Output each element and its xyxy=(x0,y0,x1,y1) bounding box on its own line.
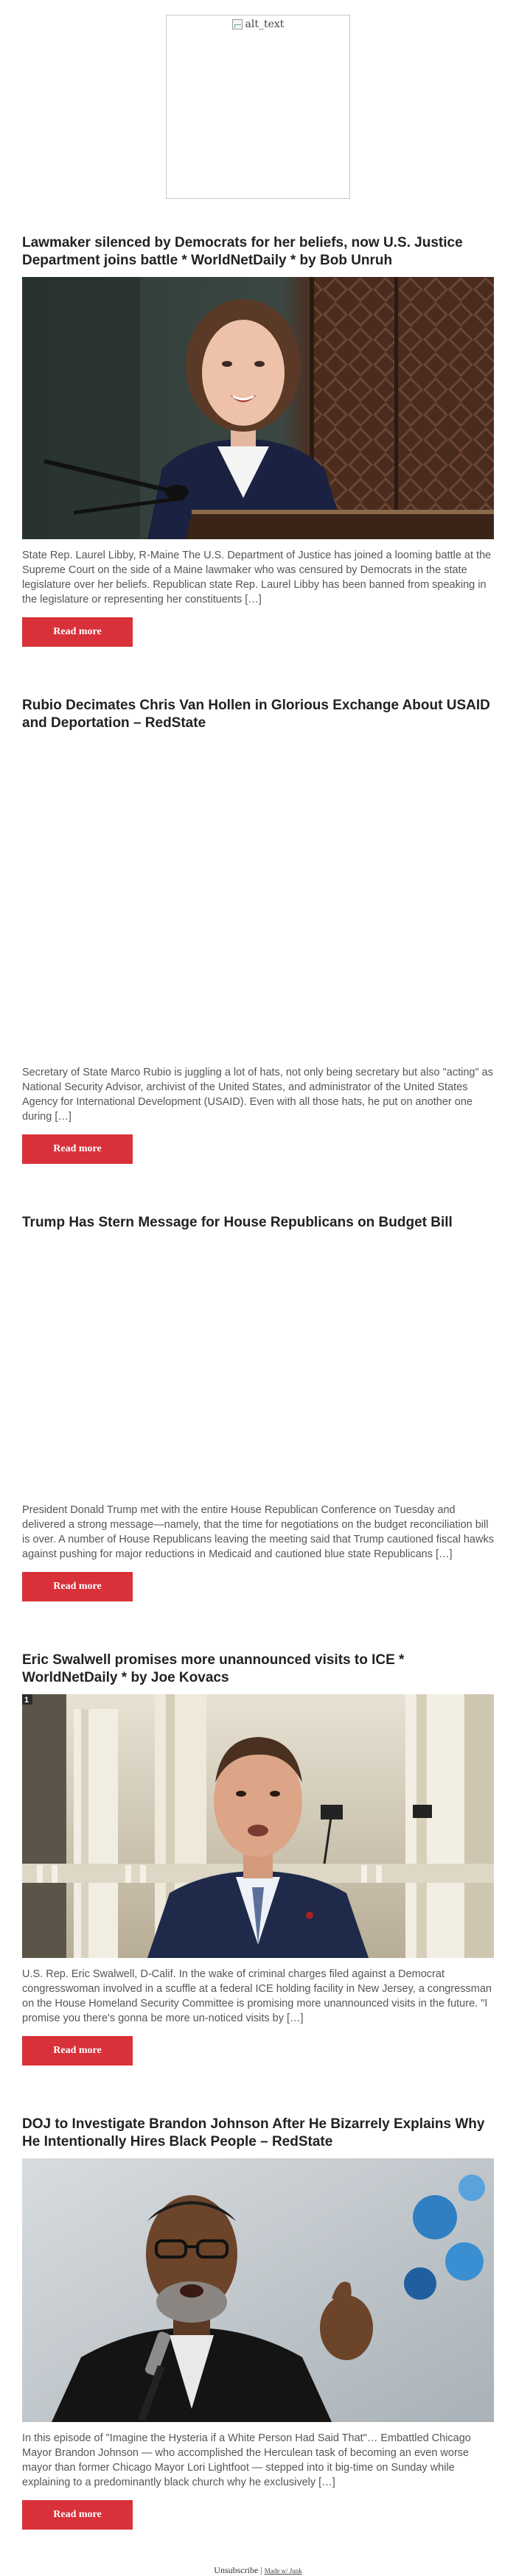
logo-alt-text: alt_text xyxy=(245,18,285,30)
article-excerpt: Secretary of State Marco Rubio is juggling a lot of hats, not only being secretary but also "acting" as National Security Advisor, archivist of the United States, and administrator of the United States Agency for International Development (USAID). Even with all those hats, he put on another one during […] xyxy=(22,1067,493,1123)
article-excerpt: President Donald Trump met with the entire House Republican Conference on Tuesday and delivered a strong message—namely, that the time for negotiations on the budget reconciliation bill is over. A number of House Republicans leaving the meeting said that Trump cautioned fiscal hawks against pushing for major reductions in Medicaid and cautioned blue state Republicans […] xyxy=(22,1504,494,1560)
unsubscribe-link[interactable]: Unsubscribe xyxy=(214,2565,259,2575)
article-title[interactable]: Rubio Decimates Chris Van Hollen in Glorious Exchange About USAID and Deportation – RedState xyxy=(22,698,490,731)
article-1 xyxy=(22,234,494,647)
newsletter xyxy=(22,15,494,2576)
read-more-button[interactable]: Read more xyxy=(22,1134,133,1164)
read-more-button[interactable]: Read more xyxy=(22,617,133,647)
article-title[interactable]: Eric Swalwell promises more unannounced visits to ICE * WorldNetDaily * by Joe Kovacs xyxy=(22,1652,405,1685)
photo-man-in-rotunda xyxy=(22,1694,494,1958)
article-excerpt: In this episode of "Imagine the Hysteria if a White Person Had Said That"… Embattled Chicago Mayor Brandon Johnson — who accomplished the Herculean task of becoming an even worse mayor than former Chicago Mayor Lori Lightfoot — stepped into it big-time on Sunday while explaining to a predominantly black church why he exclusively […] xyxy=(22,2432,471,2488)
broken-image-icon xyxy=(232,19,243,29)
article-image[interactable] xyxy=(22,1694,494,1958)
article-title[interactable]: Trump Has Stern Message for House Republicans on Budget Bill xyxy=(22,1215,453,1230)
article-5 xyxy=(22,2116,494,2530)
article-2 xyxy=(22,697,494,1164)
read-more-button[interactable]: Read more xyxy=(22,2500,133,2530)
article-4 xyxy=(22,1652,494,2066)
image-badge: 1 xyxy=(24,1696,29,1705)
photo-woman-at-podium xyxy=(22,277,494,539)
article-image[interactable] xyxy=(22,2158,494,2422)
article-image-blank[interactable] xyxy=(22,1239,494,1494)
footer-separator: | xyxy=(260,2565,262,2575)
broken-image xyxy=(232,18,285,30)
article-excerpt: State Rep. Laurel Libby, R-Maine The U.S. Department of Justice has joined a looming battle at the Supreme Court on the side of a Maine lawmaker who was censured by Democrats in the state legislature over her beliefs. Republican state Rep. Laurel Libby has been banned from speaking in the legislature or representing her constituents […] xyxy=(22,550,492,606)
article-excerpt: U.S. Rep. Eric Swalwell, D-Calif. In the wake of criminal charges filed against a Democrat congresswoman involved in a scuffle at a federal ICE holding facility in New Jersey, a congressman on the House Homeland Security Committee is promising more unannounced visits in the future. "I promise you there's gonna be more un-noticed visits by […] xyxy=(22,1968,492,2024)
article-image[interactable] xyxy=(22,277,494,539)
article-3 xyxy=(22,1214,494,1601)
read-more-button[interactable]: Read more xyxy=(22,1572,133,1601)
article-title[interactable]: DOJ to Investigate Brandon Johnson After He Bizarrely Explains Why He Intentionally Hires Black People – RedState xyxy=(22,2116,485,2149)
article-image-blank[interactable] xyxy=(22,740,494,1056)
made-with-link[interactable]: Made w/ Junk xyxy=(264,2567,302,2575)
footer xyxy=(22,2565,494,2576)
logo-image-placeholder xyxy=(166,15,350,199)
article-title[interactable]: Lawmaker silenced by Democrats for her beliefs, now U.S. Justice Department joins battle * WorldNetDaily * by Bob Unruh xyxy=(22,235,463,268)
read-more-button[interactable]: Read more xyxy=(22,2036,133,2066)
photo-man-speaking xyxy=(22,2158,494,2422)
